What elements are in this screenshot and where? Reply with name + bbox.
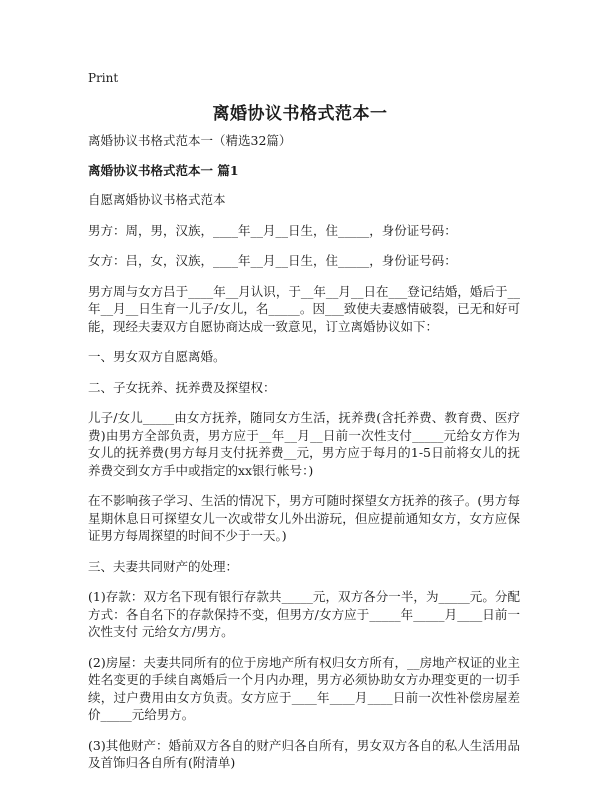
paragraph: 二、子女抚养、抚养费及探望权：	[88, 379, 276, 395]
paragraph: 自愿离婚协议书格式范本	[88, 192, 226, 207]
paragraph: 男方周与女方吕于____年__月认识，于__年__月__日在___登记结婚，婚后于__年__月__日生育一儿子/女儿，名_____。因___致使夫妻感情破裂，已无和好可能，现经夫妻双方自愿协商达成一致意见，订立离婚协议如下：	[88, 283, 520, 334]
paragraph: 在不影响孩子学习、生活的情况下，男方可随时探望女方抚养的孩子。(男方每星期休息日可探望女儿一次或带女儿外出游玩，但应提前通知女方，女方应保证男方每周探望的时间不少于一天。)	[88, 493, 520, 543]
paragraph: 三、夫妻共同财产的处理：	[88, 558, 239, 574]
print-label: Print	[88, 71, 119, 85]
document-body	[88, 132, 520, 785]
section-heading: 离婚协议书格式范本一 篇1	[88, 162, 239, 178]
document-subtitle: 离婚协议书格式范本一（精选32篇）	[88, 133, 292, 148]
paragraph: (2)房屋：夫妻共同所有的位于房地产所有权归女方所有，__房地产权证的业主姓名变更的手续自离婚后一个月内办理，男方必须协助女方办理变更的一切手续，过户费用由女方负责。女方应于____年____月____日前一次性补偿房屋差价_____元给男方。	[88, 654, 520, 722]
paragraph: 男方：周，男，汉族，____年__月__日生，住_____，身份证号码：	[88, 222, 457, 238]
paragraph: (1)存款：双方名下现有银行存款共_____元，双方各分一半，为_____元。分配方式：各自名下的存款保持不变，但男方/女方应于_____年_____月____日前一次性支付 元给女方/男方。	[88, 589, 520, 639]
paragraph: 一、男女双方自愿离婚。	[88, 349, 226, 364]
page-title: 离婚协议书格式范本一	[212, 104, 388, 124]
paragraph: (3)其他财产：婚前双方各自的财产归各自所有，男女双方各自的私人生活用品及首饰归各自所有(附清单)	[88, 737, 520, 770]
paragraph: 儿子/女儿_____由女方抚养，随同女方生活，抚养费(含托养费、教育费、医疗费)由男方全部负责，男方应于__年__月__日前一次性支付_____元给女方作为女儿的抚养费(男方每月支付抚养费__元，男方应于每月的1-5日前将女儿的抚养费交到女方手中或指定的xx银行帐号：)	[88, 410, 520, 478]
paragraph: 女方：吕，女，汉族，____年__月__日生，住_____，身份证号码：	[88, 253, 457, 268]
